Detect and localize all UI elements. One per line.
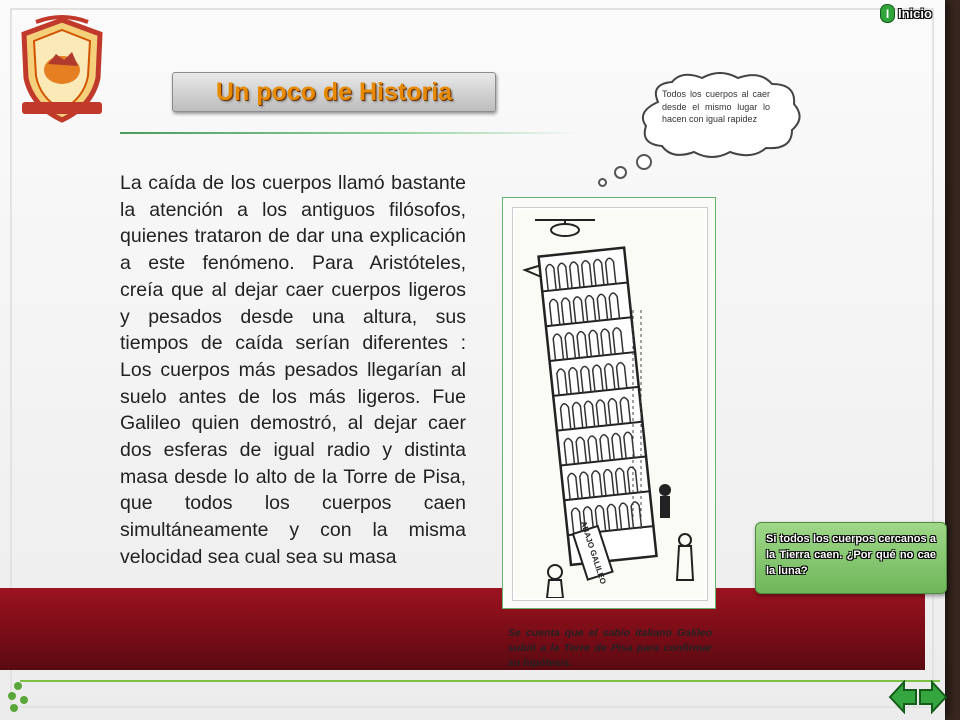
- history-paragraph: La caída de los cuerpos llamó bastante la atención a los antiguos filósofos, quienes trataron de dar una explicación a este fenómeno. Para Aristóteles, creía que al dejar caer cuerpos ligeros y pesados desde una altura, sus tiempos de caída serían diferentes : Los cuerpos más pesados llegarían al suelo antes de los más ligeros. Fue Galileo quien demostró, al dejar caer dos esferas de igual radio y distinta masa desde lo alto de la Torre de Pisa, que todos los cuerpos caen simultáneamente y con la misma velocidad sea cual sea su masa: [120, 172, 466, 568]
- thought-cloud-text: Todos los cuerpos al caer desde el mismo lugar lo hacen con igual rapidez: [662, 89, 770, 125]
- title-underline: [120, 132, 580, 134]
- tower-drawing: [515, 210, 705, 598]
- leaning-tower-illustration: [513, 208, 707, 600]
- bottom-divider: [20, 680, 940, 682]
- page-title: Un poco de Historia: [215, 77, 453, 106]
- inicio-button[interactable]: [880, 4, 932, 23]
- question-text: Si todos los cuerpos cercanos a la Tierra caen. ¿Por qué no cae la luna?: [766, 533, 936, 577]
- school-logo: [14, 14, 110, 124]
- arrow-left-icon[interactable]: [888, 680, 918, 714]
- thought-bubble: [614, 166, 627, 179]
- navigation: [888, 680, 948, 714]
- inicio-label: Inicio: [898, 6, 932, 21]
- tower-image-card: [502, 197, 716, 609]
- title-banner: [172, 72, 496, 112]
- protest-sign-text: ABAJO GALILEO: [578, 520, 608, 586]
- red-band: [0, 588, 925, 670]
- thought-bubble: [636, 154, 652, 170]
- image-caption: Se cuenta que el sabio italiano Galileo subió a la Torre de Pisa para confirmar su hipótesis.: [508, 627, 712, 669]
- question-card[interactable]: [755, 522, 947, 594]
- arrow-right-icon[interactable]: [918, 680, 948, 714]
- inicio-icon: I: [880, 4, 895, 23]
- leaf-icon: [6, 680, 30, 714]
- thought-bubble: [598, 178, 607, 187]
